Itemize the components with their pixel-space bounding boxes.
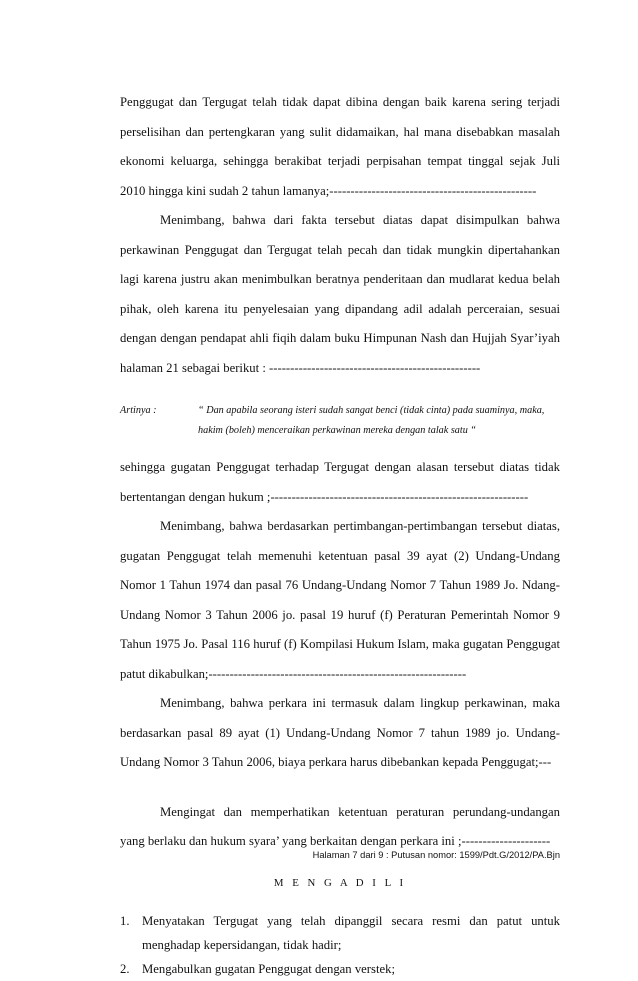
decision-list xyxy=(120,909,560,981)
paragraph-6: Mengingat dan memperhatikan ketentuan peraturan perundang-undangan yang berlaku dan hukum syara’ yang berkaitan dengan perkara ini ;--------------------- xyxy=(120,804,560,848)
quote-label: Artinya : xyxy=(120,405,157,416)
page-footer: Halaman 7 dari 9 : Putusan nomor: 1599/Pdt.G/2012/PA.Bjn xyxy=(312,850,560,860)
paragraph-2: Menimbang, bahwa dari fakta tersebut diatas dapat disimpulkan bahwa perkawinan Penggugat dan Tergugat telah pecah dan tidak mungkin dipertahankan lagi karena justru akan menimbulkan beratnya penderitaan dan mudlarat kedua belah pihak, oleh karena itu penyelesaian yang dipandang adil adalah perceraian, sesuai dengan dengan pendapat ahli fiqih dalam buku Himpunan Nash dan Hujjah Syar’iyah halaman 21 sebagai berikut : -------------------------------------------------- xyxy=(120,213,560,375)
spacer xyxy=(120,778,560,798)
decision-text: Mengabulkan gugatan Penggugat dengan verstek; xyxy=(142,961,395,976)
decision-number: 1. xyxy=(120,913,130,928)
decision-text: Menyatakan Tergugat yang telah dipanggil secara resmi dan patut untuk menghadap kepersidangan, tidak hadir; xyxy=(142,913,560,952)
paragraph-5: Menimbang, bahwa perkara ini termasuk dalam lingkup perkawinan, maka berdasarkan pasal 89 ayat (1) Undang-Undang Nomor 7 tahun 1989 jo. Undang-Undang Nomor 3 Tahun 2006, biaya perkara harus dibebankan kepada Penggugat;--- xyxy=(120,696,560,769)
paragraph-4: Menimbang, bahwa berdasarkan pertimbangan-pertimbangan tersebut diatas, gugatan Penggugat telah memenuhi ketentuan pasal 39 ayat (2) Undang-Undang Nomor 1 Tahun 1974 dan pasal 76 Undang-Undang Nomor 7 Tahun 1989 Jo. Ndang-Undang Nomor 3 Tahun 2006 jo. pasal 19 huruf (f) Peraturan Pemerintah Nomor 9 Tahun 1975 Jo. Pasal 116 huruf (f) Kompilasi Hukum Islam, maka gugatan Penggugat patut dikabulkan;------------------------------------------------------------- xyxy=(120,519,560,681)
quote-block xyxy=(120,401,560,441)
paragraph-1: Penggugat dan Tergugat telah tidak dapat dibina dengan baik karena sering terjadi perselisihan dan pertengkaran yang sulit didamaikan, hal mana disebabkan masalah ekonomi keluarga, sehingga berakibat terjadi perpisahan tempat tinggal sejak Juli 2010 hingga kini sudah 2 tahun lamanya;------------------------------------------------- xyxy=(120,95,560,198)
section-heading: M E N G A D I L I xyxy=(273,876,407,889)
quote-text: “ Dan apabila seorang isteri sudah sangat benci (tidak cinta) pada suaminya, maka, hakim (boleh) menceraikan perkawinan mereka dengan talak satu “ xyxy=(198,405,545,436)
decision-item xyxy=(120,909,560,957)
document-body xyxy=(120,88,560,981)
decision-number: 2. xyxy=(120,961,130,976)
paragraph-3: sehingga gugatan Penggugat terhadap Tergugat dengan alasan tersebut diatas tidak bertentangan dengan hukum ;------------------------------------------------------------- xyxy=(120,460,560,504)
decision-item xyxy=(120,957,560,981)
